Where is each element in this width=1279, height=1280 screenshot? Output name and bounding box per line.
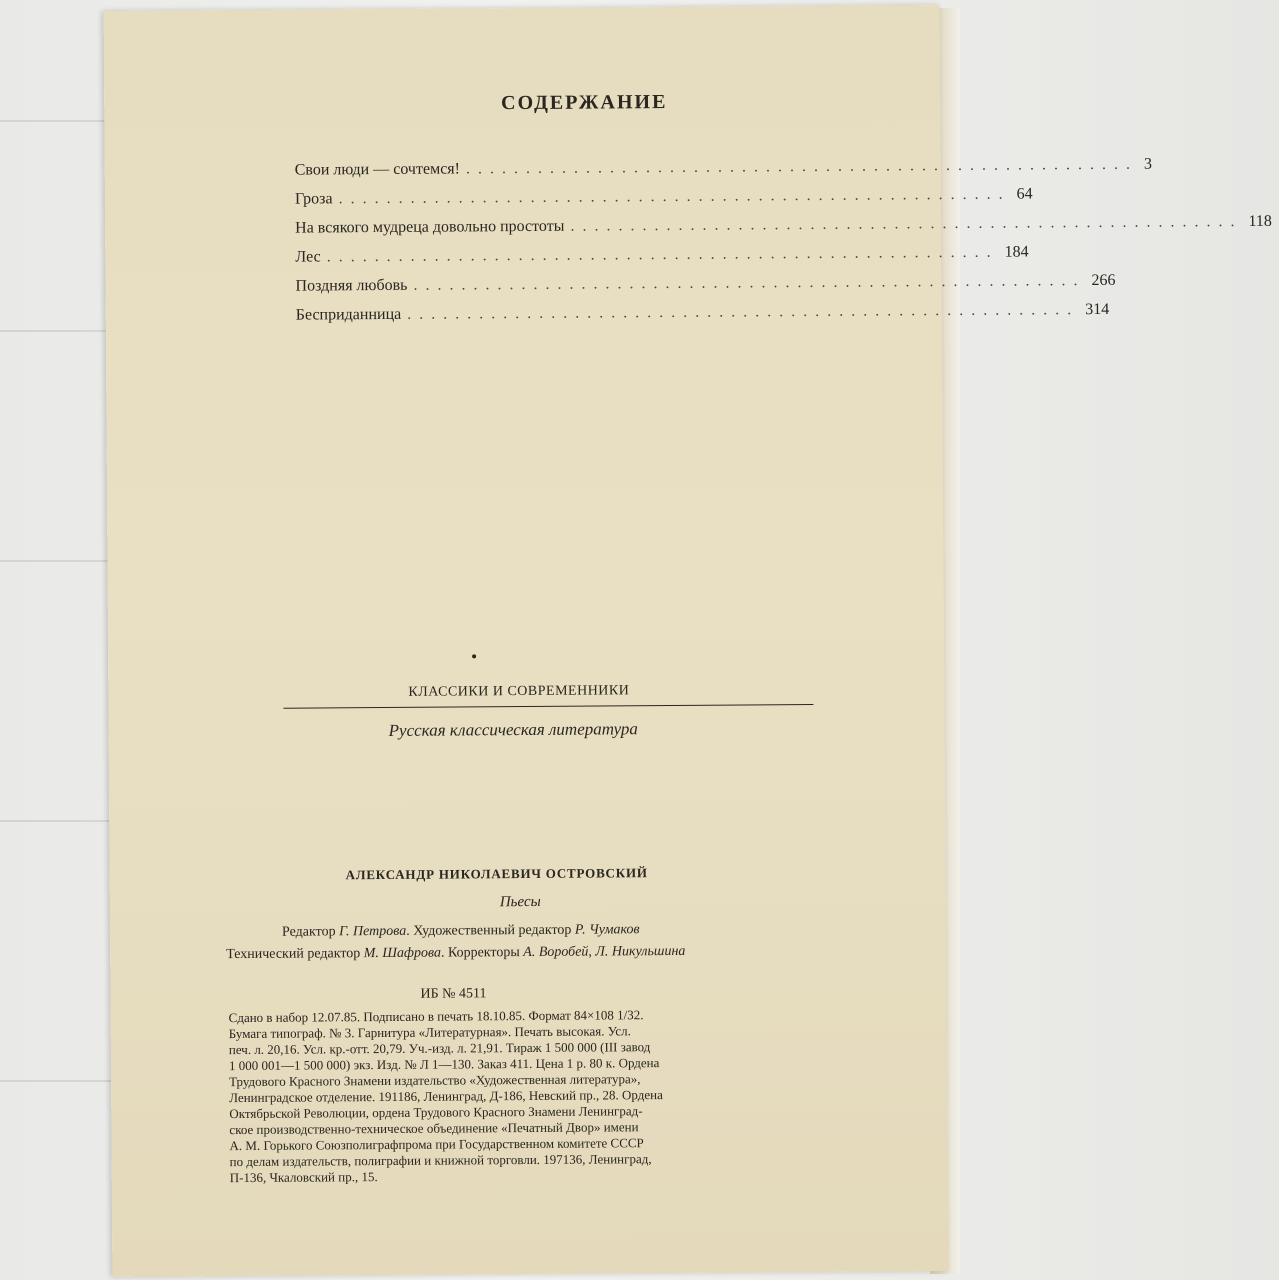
toc-entry-title: На всякого мудреца довольно простоты — [295, 217, 565, 237]
table-of-contents — [294, 155, 1272, 336]
toc-entry-title: Поздняя любовь — [295, 276, 408, 295]
toc-entry-page: 314 — [1085, 300, 1110, 319]
toc-entry — [295, 271, 1116, 307]
toc-entry-title: Свои люди — сочтемся! — [294, 160, 461, 179]
imprint-line: Бумага типограф. № 3. Гарнитура «Литературная». Печать высокая. Усл. — [228, 1023, 631, 1042]
toc-leader-dots: ........................................................ — [465, 155, 1138, 178]
tech-editor-name: М. Шафрова — [363, 945, 441, 962]
book-title: Пьесы — [499, 893, 541, 911]
imprint-line: Октябрьской Революции, ордена Трудового Красного Знамени Ленинград- — [229, 1103, 643, 1122]
toc-entry-page: 184 — [1004, 243, 1029, 261]
toc-entry — [295, 212, 1272, 249]
credits-line-technical: Технический редактор М. Шафрова. Корректоры А. Воробей, Л. Никульшина — [226, 943, 686, 963]
toc-leader-dots: ........................................................ — [570, 212, 1243, 235]
series-title: КЛАССИКИ И СОВРЕМЕННИКИ — [408, 683, 630, 700]
toc-entry-page: 64 — [1016, 185, 1033, 203]
toc-entry-title: Гроза — [294, 190, 333, 208]
imprint-line: Трудового Красного Знамени издательство «Художественная литература», — [229, 1071, 641, 1090]
series-subtitle: Русская классическая литература — [388, 719, 638, 740]
imprint-line: ское производственно-техническое объединение «Печатный Двор» имени — [229, 1119, 639, 1138]
book-page — [104, 5, 1272, 1277]
imprint-line: А. М. Горького Союзполиграфпрома при Государственном комитете СССР — [229, 1135, 644, 1154]
book-author: АЛЕКСАНДР НИКОЛАЕВИЧ ОСТРОВСКИЙ — [345, 865, 648, 883]
credits-line-editors: Редактор Г. Петрова. Художественный редактор Р. Чумаков — [281, 922, 640, 940]
editor-name: Г. Петрова — [339, 923, 407, 940]
toc-leader-dots: ........................................................ — [407, 301, 1080, 323]
ib-number: ИБ № 4511 — [420, 986, 487, 1002]
toc-leader-dots: ........................................................ — [326, 243, 999, 266]
imprint-line: Ленинградское отделение. 191186, Ленинград, Д-186, Невский пр., 28. Ордена — [229, 1087, 663, 1106]
toc-entry — [295, 300, 1110, 336]
editor-label: Редактор — [281, 924, 336, 940]
toc-entry-page: 266 — [1091, 271, 1116, 290]
imprint-line: по делам издательств, полиграфии и книжной торговли. 197136, Ленинград, — [229, 1151, 652, 1170]
toc-entry — [294, 155, 1152, 191]
toc-entry — [294, 185, 1033, 220]
imprint-line: Сдано в набор 12.07.85. Подписано в печать 18.10.85. Формат 84×108 1/32. — [228, 1007, 644, 1026]
print-speck — [472, 654, 476, 658]
imprint-line: 1 000 001—1 500 000) экз. Изд. № Л 1—130. Заказ 411. Цена 1 р. 80 к. Ордена — [228, 1055, 660, 1074]
toc-entry-page: 118 — [1248, 212, 1272, 230]
imprint-line: печ. л. 20,16. Усл. кр.-отт. 20,79. Уч.-изд. л. 21,91. Тираж 1 500 000 (III завод — [228, 1039, 651, 1058]
correctors-label: Корректоры — [447, 945, 520, 961]
tech-editor-label: Технический редактор — [226, 946, 361, 963]
correctors-names: А. Воробей, Л. Никульшина — [523, 943, 686, 961]
credits — [226, 918, 816, 966]
toc-entry — [295, 243, 1029, 278]
toc-entry-title: Бесприданница — [295, 305, 402, 324]
art-editor-name: Р. Чумаков — [574, 922, 640, 938]
imprint-line: П-136, Чкаловский пр., 15. — [229, 1169, 378, 1186]
toc-leader-dots: ........................................................ — [338, 185, 1011, 208]
toc-leader-dots: ........................................................ — [413, 272, 1086, 294]
imprint-block — [229, 1006, 822, 1186]
art-editor-label: Художественный редактор — [413, 922, 572, 939]
series-rule — [283, 704, 813, 709]
toc-heading: СОДЕРЖАНИЕ — [501, 91, 668, 115]
toc-entry-title: Лес — [295, 248, 321, 266]
toc-entry-page: 3 — [1143, 155, 1152, 173]
